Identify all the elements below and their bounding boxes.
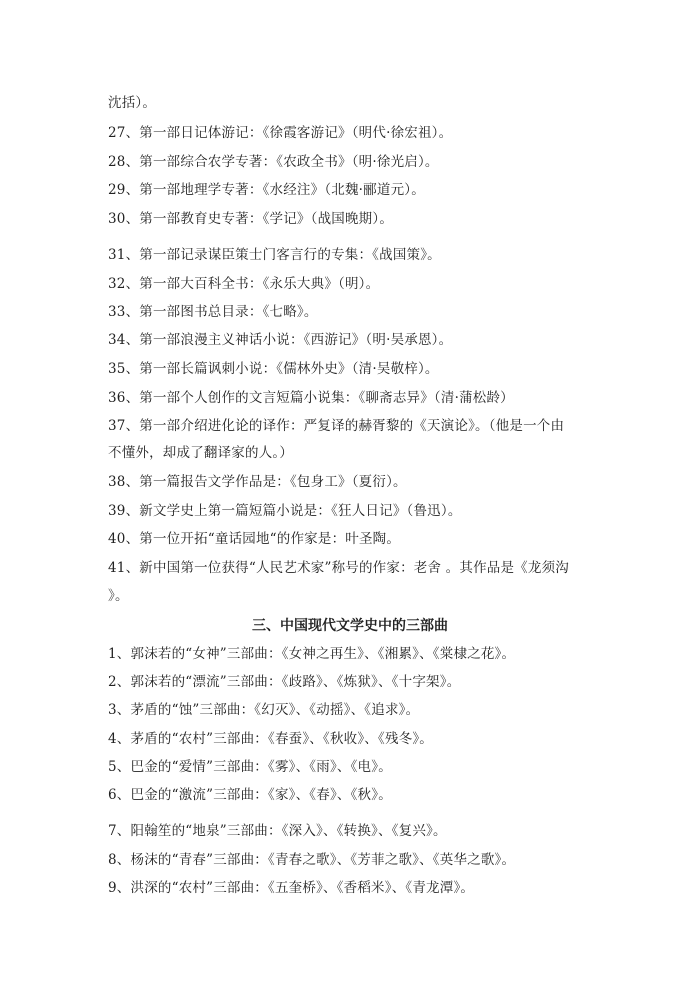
list-item: 3、茅盾的“蚀”三部曲：《幻灭》、《动摇》、《追求》。 xyxy=(108,702,420,718)
text-line: 》。 xyxy=(108,588,129,604)
list-item: 40、第一位开拓“童话园地“的作家是：叶圣陶。 xyxy=(108,531,401,547)
list-item: 29、第一部地理学专著：《水经注》（北魏·郦道元）。 xyxy=(108,182,425,198)
list-item: 6、巴金的“激流”三部曲：《家》、《春》、《秋》。 xyxy=(108,787,392,803)
list-item: 31、第一部记录谋臣策士门客言行的专集：《战国策》。 xyxy=(108,247,441,263)
list-item: 34、第一部浪漫主义神话小说：《西游记》（明·吴承恩）。 xyxy=(108,332,453,348)
list-item: 4、茅盾的“农村”三部曲：《春蚕》、《秋收》、《残冬》。 xyxy=(108,731,433,747)
list-item: 2、郭沫若的“漂流”三部曲：《歧路》、《炼狱》、《十字架》。 xyxy=(108,674,461,690)
text-line: 不懂外，却成了翻译家的人。） xyxy=(108,445,294,461)
list-item: 37、第一部介绍进化论的译作：严复译的赫胥黎的《天演论》。（他是一个由 xyxy=(108,418,565,434)
list-item: 7、阳翰笙的“地泉”三部曲：《深入》、《转换》、《复兴》。 xyxy=(108,823,447,839)
text-line: 沈括）。 xyxy=(108,95,157,111)
list-item: 9、洪深的“农村”三部曲：《五奎桥》、《香稻米》、《青龙潭》。 xyxy=(108,880,475,896)
list-item: 28、第一部综合农学专著：《农政全书》（明·徐光启）。 xyxy=(108,154,439,170)
list-item: 33、第一部图书总目录：《七略》。 xyxy=(108,304,318,320)
list-item: 1、郭沫若的“女神”三部曲：《女神之再生》、《湘累》、《棠棣之花》。 xyxy=(108,646,516,662)
section-heading: 三、中国现代文学史中的三部曲 xyxy=(252,618,448,634)
list-item: 36、第一部个人创作的文言短篇小说集：《聊斋志异》（清·蒲松龄） xyxy=(108,390,514,406)
list-item: 32、第一部大百科全书：《永乐大典》（明）。 xyxy=(108,276,380,292)
list-item: 5、巴金的“爱情”三部曲：《雾》、《雨》、《电》。 xyxy=(108,759,392,775)
list-item: 38、第一篇报告文学作品是：《包身工》（夏衍）。 xyxy=(108,474,407,490)
list-item: 27、第一部日记体游记：《徐霞客游记》（明代·徐宏祖）。 xyxy=(108,125,453,141)
list-item: 35、第一部长篇讽刺小说：《儒林外史》（清·吴敬梓）。 xyxy=(108,361,439,377)
list-item: 41、新中国第一位获得“人民艺术家”称号的作家：老舍 。其作品是《龙须沟 xyxy=(108,560,569,576)
list-item: 30、第一部教育史专著：《学记》（战国晚期）。 xyxy=(108,211,394,227)
list-item: 8、杨沫的“青春”三部曲：《青春之歌》、《芳菲之歌》、《英华之歌》。 xyxy=(108,852,516,868)
list-item: 39、新文学史上第一篇短篇小说是：《狂人日记》（鲁迅）。 xyxy=(108,503,462,519)
